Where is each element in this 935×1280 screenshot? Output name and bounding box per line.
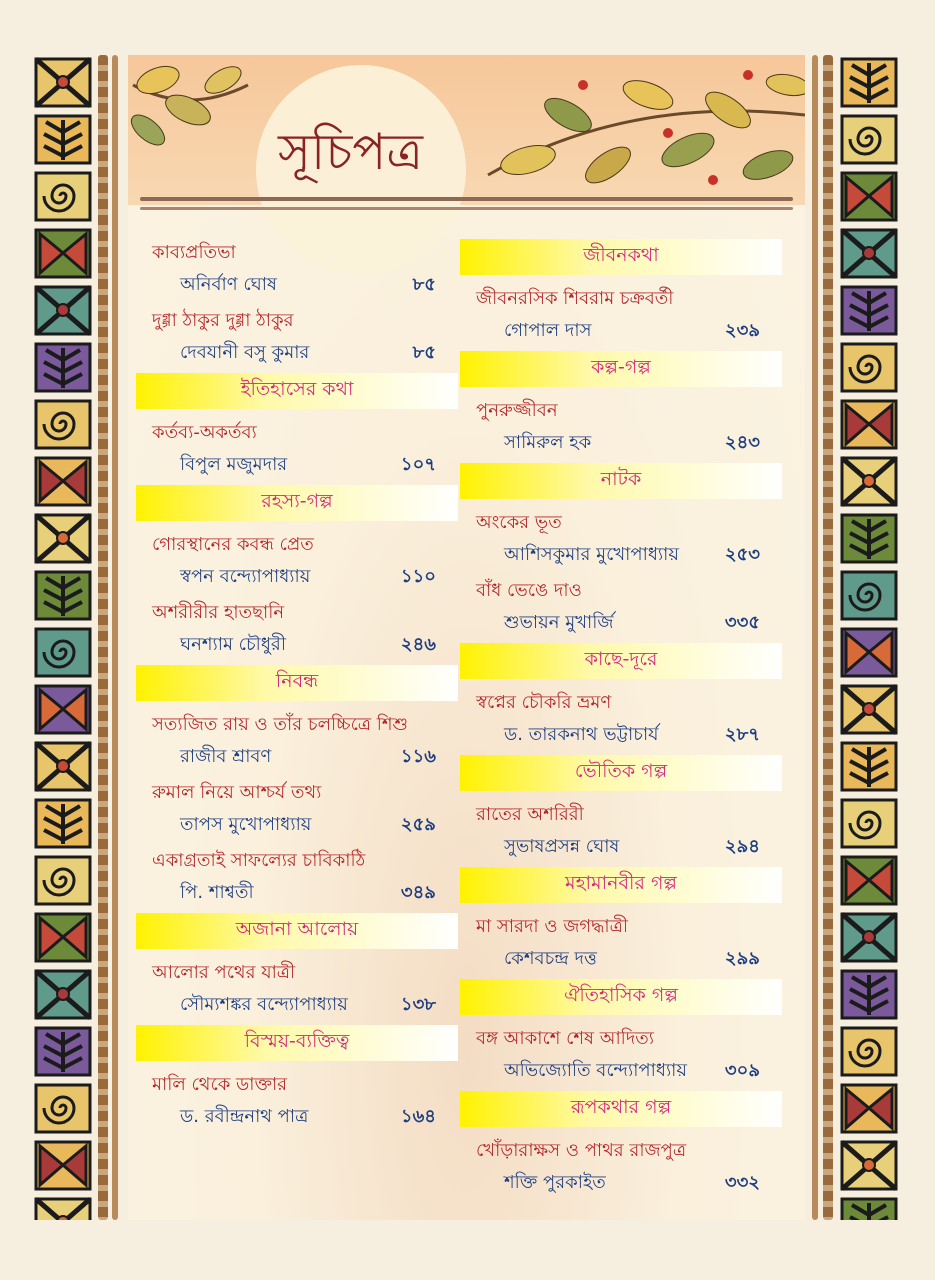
page-number: ১১০: [400, 566, 436, 587]
toc-entry: [460, 395, 782, 459]
story-title: রাতের অশরিরী: [476, 804, 584, 825]
page-number: ৩৪৯: [400, 882, 436, 903]
tribal-border-tile: [838, 739, 900, 794]
tribal-border-tile: [32, 1024, 94, 1079]
toc-entry: [460, 283, 782, 347]
author-name: আশিসকুমার মুখোপাধ্যায়: [504, 544, 679, 565]
section-heading: নাটক: [460, 463, 782, 499]
author-row: [136, 337, 458, 369]
tribal-border-tile: [32, 55, 94, 110]
toc-entry: [136, 1069, 458, 1133]
toc-entry: [460, 1135, 782, 1199]
right-column: [460, 235, 782, 1203]
author-row: [460, 539, 782, 571]
tribal-border-tile: [32, 1195, 94, 1220]
author-name: শক্তি পুরকাইত: [504, 1172, 606, 1193]
toc-entry: [460, 799, 782, 863]
story-title: বঙ্গ আকাশে শেষ আদিত্য: [476, 1028, 655, 1049]
author-row: [136, 561, 458, 593]
author-row: [460, 719, 782, 751]
tribal-border-tile: [32, 340, 94, 395]
author-name: অভিজ্যোতি বন্দ্যোপাধ্যায়: [504, 1060, 688, 1081]
author-row: [460, 315, 782, 347]
tribal-border-tile: [838, 511, 900, 566]
toc-entry: [136, 597, 458, 661]
leaf-branch-illustration: [128, 55, 805, 205]
author-row: [136, 1101, 458, 1133]
tribal-border-tile: [838, 1138, 900, 1193]
author-row: [460, 1167, 782, 1199]
tribal-border-tile: [32, 682, 94, 737]
tribal-border-tile: [32, 169, 94, 224]
toc-entry: [136, 957, 458, 1021]
story-title: স্বপ্নের চৌকরি ভ্রমণ: [476, 692, 612, 713]
story-title: অংকের ভূত: [476, 512, 562, 533]
story-title: বাঁধ ভেঙে দাও: [476, 580, 582, 601]
author-name: অনির্বাণ ঘোষ: [180, 274, 277, 295]
toc-entry: [136, 777, 458, 841]
tribal-border-tile: [838, 169, 900, 224]
author-row: [136, 809, 458, 841]
page-number: ৮৫: [412, 342, 436, 363]
section-heading: নিবন্ধ: [136, 665, 458, 701]
author-name: শুভায়ন মুখার্জি: [504, 612, 614, 633]
story-title: রুমাল নিয়ে আশ্চর্য তথ্য: [152, 782, 322, 803]
tribal-border-tile: [32, 511, 94, 566]
tribal-border-tile: [32, 853, 94, 908]
section-heading: ইতিহাসের কথা: [136, 373, 458, 409]
tribal-border-tile: [838, 853, 900, 908]
author-name: তাপস মুখোপাধ্যায়: [180, 814, 312, 835]
tribal-border-tile: [32, 397, 94, 452]
section-heading: বিস্ময়-ব্যক্তিত্ব: [136, 1025, 458, 1061]
tribal-border-tile: [32, 967, 94, 1022]
header-divider: [140, 197, 793, 201]
right-tribal-border: [838, 55, 900, 1220]
tribal-border-tile: [838, 454, 900, 509]
tribal-border-tile: [838, 796, 900, 851]
tribal-border-tile: [838, 397, 900, 452]
page-number: ২৩৯: [724, 320, 760, 341]
author-row: [136, 989, 458, 1021]
section-heading: অজানা আলোয়: [136, 913, 458, 949]
page-number: ২৮৭: [724, 724, 760, 745]
tribal-border-tile: [838, 1024, 900, 1079]
toc-entry: [460, 911, 782, 975]
toc-entry: [136, 237, 458, 301]
tribal-border-tile: [838, 1195, 900, 1220]
tribal-border-tile: [838, 283, 900, 338]
tribal-border-tile: [838, 112, 900, 167]
story-title: অশরীরীর হাতছানি: [152, 602, 285, 623]
left-border-rail: [98, 55, 108, 1220]
page-number: ৮৫: [412, 274, 436, 295]
author-row: [460, 1055, 782, 1087]
toc-entry: [460, 1023, 782, 1087]
story-title: কর্তব্য-অকর্তব্য: [152, 422, 257, 443]
section-heading: জীবনকথা: [460, 239, 782, 275]
story-title: খোঁড়ারাক্ষস ও পাথর রাজপুত্র: [476, 1140, 687, 1161]
toc-entry: [136, 305, 458, 369]
right-border-rail: [823, 55, 833, 1220]
toc-entry: [136, 417, 458, 481]
right-leaf-branch: [488, 70, 805, 190]
page-title: সূচিপত্র: [278, 123, 423, 181]
author-name: বিপুল মজুমদার: [180, 454, 288, 475]
author-row: [460, 607, 782, 639]
page-number: ১৩৮: [400, 994, 436, 1015]
section-heading: মহামানবীর গল্প: [460, 867, 782, 903]
author-name: দেবযানী বসু কুমার: [180, 342, 310, 363]
tribal-border-tile: [32, 1081, 94, 1136]
tribal-border-tile: [32, 625, 94, 680]
header-divider-secondary: [140, 207, 793, 210]
author-row: [460, 943, 782, 975]
author-name: পি. শাশ্বতী: [180, 882, 254, 903]
section-heading: রূপকথার গল্প: [460, 1091, 782, 1127]
section-heading: ঐতিহাসিক গল্প: [460, 979, 782, 1015]
story-title: কাব্যপ্রতিভা: [152, 242, 236, 263]
story-title: মালি থেকে ডাক্তার: [152, 1074, 288, 1095]
author-row: [460, 831, 782, 863]
left-column: [136, 237, 458, 1137]
tribal-border-tile: [838, 1081, 900, 1136]
tribal-border-tile: [32, 568, 94, 623]
page-number: ৩৩৫: [724, 612, 760, 633]
story-title: আলোর পথের যাত্রী: [152, 962, 296, 983]
toc-entry: [136, 709, 458, 773]
author-name: ড. তারকনাথ ভট্টাচার্য: [504, 724, 659, 745]
author-name: কেশবচন্দ্র দত্ত: [504, 948, 597, 969]
author-name: স্বপন বন্দ্যোপাধ্যায়: [180, 566, 311, 587]
tribal-border-tile: [838, 226, 900, 281]
tribal-border-tile: [32, 226, 94, 281]
page-number: ১০৭: [400, 454, 436, 475]
story-title: একাগ্রতাই সাফল্যের চাবিকাঠি: [152, 850, 366, 871]
tribal-border-tile: [838, 625, 900, 680]
story-title: মা সারদা ও জগদ্ধাত্রী: [476, 916, 629, 937]
author-name: রাজীব শ্রাবণ: [180, 746, 272, 767]
tribal-border-tile: [32, 796, 94, 851]
tribal-border-tile: [838, 910, 900, 965]
toc-entry: [460, 687, 782, 751]
tribal-border-tile: [32, 739, 94, 794]
author-name: সামিরুল হক: [504, 432, 592, 453]
page-number: ২৪৩: [724, 432, 760, 453]
page-number: ২৫৯: [400, 814, 436, 835]
left-leaf-branch: [128, 61, 248, 150]
contents-panel: [128, 55, 805, 1220]
story-title: জীবনরসিক শিবরাম চক্রবর্তী: [476, 288, 674, 309]
left-tribal-border: [32, 55, 94, 1220]
tribal-border-tile: [838, 340, 900, 395]
page-number: ২৯৯: [724, 948, 760, 969]
author-row: [136, 877, 458, 909]
tribal-border-tile: [32, 1138, 94, 1193]
author-row: [136, 269, 458, 301]
page-number: ২৪৬: [400, 634, 436, 655]
story-title: দুগ্গা ঠাকুর দুগ্গা ঠাকুর: [152, 310, 294, 331]
section-heading: কাছে-দূরে: [460, 643, 782, 679]
tribal-border-tile: [32, 454, 94, 509]
author-row: [136, 449, 458, 481]
toc-entry: [136, 529, 458, 593]
tribal-border-tile: [838, 682, 900, 737]
author-name: ঘনশ্যাম চৌধুরী: [180, 634, 286, 655]
tribal-border-tile: [32, 910, 94, 965]
left-border-rail-inner: [112, 55, 118, 1220]
author-name: ড. রবীন্দ্রনাথ পাত্র: [180, 1106, 309, 1127]
page-number: ২৫৩: [724, 544, 760, 565]
tribal-border-tile: [838, 967, 900, 1022]
section-heading: ভৌতিক গল্প: [460, 755, 782, 791]
author-name: গোপাল দাস: [504, 320, 592, 341]
story-title: সত্যজিত রায় ও তাঁর চলচ্চিত্রে শিশু: [152, 714, 409, 735]
section-heading: কল্প-গল্প: [460, 351, 782, 387]
story-title: গোরস্থানের কবন্ধ প্রেত: [152, 534, 314, 555]
page-number: ৩০৯: [724, 1060, 760, 1081]
page-number: ২৯৪: [724, 836, 760, 857]
page-number: ৩৩২: [724, 1172, 760, 1193]
toc-entry: [460, 575, 782, 639]
toc-entry: [136, 845, 458, 909]
story-title: পুনরুজ্জীবন: [476, 400, 558, 421]
author-row: [136, 629, 458, 661]
author-name: সৌম্যশঙ্কর বন্দ্যোপাধ্যায়: [180, 994, 348, 1015]
page-number: ১৬৪: [400, 1106, 436, 1127]
right-border-rail-inner: [812, 55, 818, 1220]
tribal-border-tile: [838, 568, 900, 623]
author-row: [460, 427, 782, 459]
author-row: [136, 741, 458, 773]
author-name: সুভাষপ্রসন্ন ঘোষ: [504, 836, 620, 857]
tribal-border-tile: [32, 283, 94, 338]
tribal-border-tile: [32, 112, 94, 167]
toc-entry: [460, 507, 782, 571]
tribal-border-tile: [838, 55, 900, 110]
section-heading: রহস্য-গল্প: [136, 485, 458, 521]
page-number: ১১৬: [400, 746, 436, 767]
